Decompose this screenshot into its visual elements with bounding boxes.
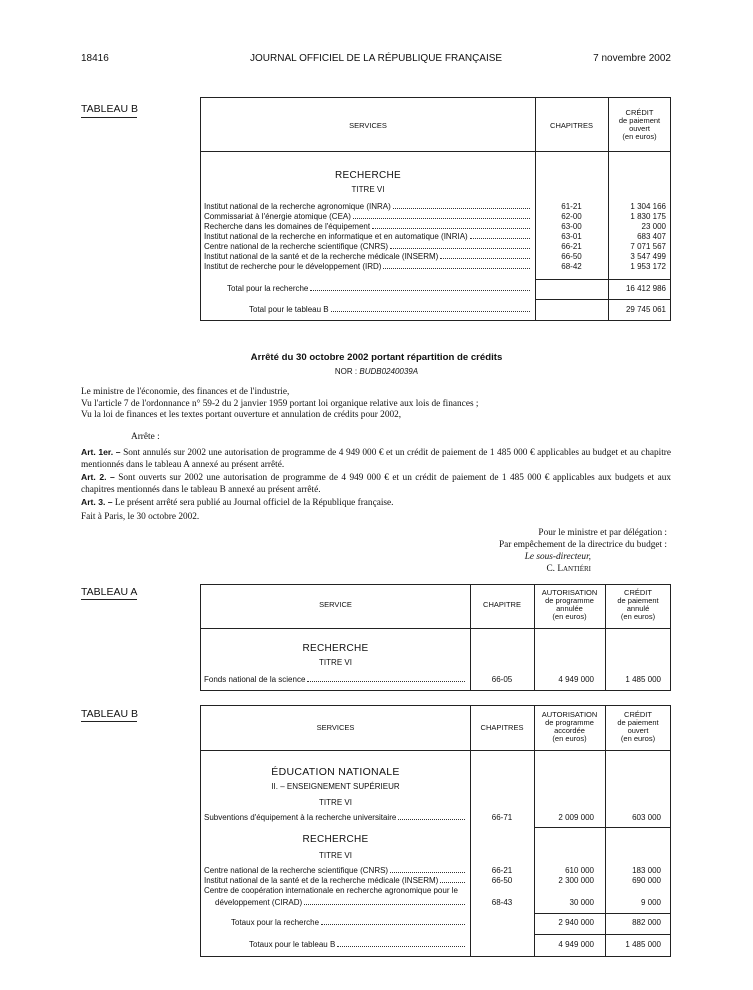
table1: SERVICES CHAPITRES CRÉDIT de paiement ouvert (en euros) RECHERCHE TITRE VI Institut national de la recherche agronomique (INRA) 61-21 1 304 166 Commissariat à l'énergie atomique (CEA) 62-00 1 830 175 Recherche dans les domaines de l'équipement 63-00 23 000 Institut national de la recherche en informatique et en automatique (INRIA) 63-01 683 407 Centre national de la recherche scientifique (CNRS) 66-21 7 071 567 Institut national de la santé et de la recherche médicale (INSERM) 66-50 3 547 499 Institut de recherche pour le développement (IRD) 68-42 1 953 172 Total pour la recherche 16 412 986 Total pour le tableau B 29 745 061 <box>200 97 671 321</box>
table3-col-services: SERVICES <box>316 723 355 732</box>
table1-col-services: SERVICES <box>349 121 387 130</box>
table2-col-credit: CRÉDIT de paiement annulé (en euros) <box>617 588 659 621</box>
page-date: 7 novembre 2002 <box>593 53 671 64</box>
table2-col-service: SERVICE <box>319 600 352 609</box>
table3-titre1: TITRE VI <box>319 798 352 807</box>
article-3: Art. 3. – Le présent arrêté sera publié au Journal officiel de la République française. <box>81 497 394 508</box>
article-1: Art. 1er. – Sont annulés sur 2002 une autorisation de programme de 4 949 000 € et un crédit de paiement de 1 485 000 € applicables au budget et au chapitre mentionnés dans le tableau A annexé au présent arrêté. <box>81 447 671 470</box>
table1-total-recherche: Total pour la recherche <box>227 284 532 294</box>
table1-titre: TITRE VI <box>351 185 385 194</box>
table2-label: TABLEAU A <box>81 586 138 598</box>
table1-col-chapitres: CHAPITRES <box>550 121 593 130</box>
table3-section2-title: RECHERCHE <box>302 834 369 845</box>
table1-row: Commissariat à l'énergie atomique (CEA) <box>204 212 532 222</box>
table3-col-autorisation: AUTORISATION de programme accordée (en euros) <box>541 710 598 743</box>
table2-col-autorisation: AUTORISATION de programme annulée (en euros) <box>541 588 598 621</box>
table1-row: Recherche dans les domaines de l'équipement <box>204 222 532 232</box>
table1-label: TABLEAU B <box>81 103 138 115</box>
table3-row: Centre national de la recherche scientifique (CNRS) <box>204 866 467 876</box>
journal-title: JOURNAL OFFICIEL DE LA RÉPUBLIQUE FRANÇAISE <box>250 53 503 64</box>
table3-col-chapitres: CHAPITRES <box>480 723 524 732</box>
arrete-nor: NOR : BUDB0240039A <box>334 367 419 376</box>
table2-row: Fonds national de la science <box>204 675 467 685</box>
page-number: 18416 <box>81 53 109 64</box>
table2-section-title: RECHERCHE <box>302 643 369 654</box>
signature-name: C. Lantiéri <box>546 564 591 574</box>
arrete-word: Arrête : <box>131 432 160 442</box>
table3-totaux-recherche: Totaux pour la recherche <box>231 918 467 928</box>
table1-row: Centre national de la recherche scientifique (CNRS) <box>204 242 532 252</box>
table3-label: TABLEAU B <box>81 708 138 720</box>
table2-col-chapitre: CHAPITRE <box>483 600 521 609</box>
table3-row: développement (CIRAD) <box>215 898 467 908</box>
arrete-fait: Fait à Paris, le 30 octobre 2002. <box>81 512 200 522</box>
table3-section1-title: ÉDUCATION NATIONALE <box>271 766 400 778</box>
table3: SERVICES CHAPITRES AUTORISATION de programme accordée (en euros) CRÉDIT de paiement ouvert (en euros) ÉDUCATION NATIONALE II. – ENSEIGNEMENT SUPÉRIEUR TITRE VI Subventions d'équipement à la recherche universitaire 66-71 2 009 000 603 000 RECHERCHE TITRE VI Centre national de la recherche scientifique (CNRS) 66-21 610 000 183 000 Institut national de la santé et de la recherche médicale (INSERM) 66-50 2 300 000 690 000 Centre de coopération internationale en recherche agronomique pour le développement (CIRAD) 68-43 30 000 9 000 Totaux pour la recherche 2 940 000 882 000 Totaux pour le tableau B 4 949 000 1 485 000 <box>200 705 671 957</box>
table3-row: Subventions d'équipement à la recherche universitaire <box>204 813 467 823</box>
table3-totaux-tableau: Totaux pour le tableau B <box>249 940 467 950</box>
table3-section1-sub: II. – ENSEIGNEMENT SUPÉRIEUR <box>271 782 400 791</box>
table3-row: Institut national de la santé et de la recherche médicale (INSERM) <box>204 876 467 886</box>
table3-label-rule <box>81 721 137 722</box>
table3-col-credit: CRÉDIT de paiement ouvert (en euros) <box>617 710 659 743</box>
article-2: Art. 2. – Sont ouverts sur 2002 une autorisation de programme de 4 949 000 € et un crédit de paiement de 1 485 000 € applicables aux budgets et aux chapitres mentionnés dans le tableau B annexé au présent arrêté. <box>81 472 671 495</box>
table1-label-rule <box>81 117 137 118</box>
table2: SERVICE CHAPITRE AUTORISATION de programme annulée (en euros) CRÉDIT de paiement annulé (en euros) RECHERCHE TITRE VI Fonds national de la science 66-05 4 949 000 1 485 000 <box>200 584 671 691</box>
table3-row-line1: Centre de coopération internationale en recherche agronomique pour le <box>204 886 458 895</box>
table1-col-credit: CRÉDIT de paiement ouvert (en euros) <box>618 108 661 141</box>
table1-row: Institut national de la santé et de la recherche médicale (INSERM) <box>204 252 532 262</box>
table1-row: Institut national de la recherche en informatique et en automatique (INRIA) <box>204 232 532 242</box>
table1-row: Institut de recherche pour le développement (IRD) <box>204 262 532 272</box>
table1-row: Institut national de la recherche agronomique (INRA) <box>204 202 532 212</box>
table1-total-tableau: Total pour le tableau B <box>249 305 532 315</box>
signature-line-3: Le sous-directeur, <box>524 552 591 562</box>
table1-section-title: RECHERCHE <box>334 170 402 181</box>
table2-titre: TITRE VI <box>319 658 352 667</box>
table3-titre2: TITRE VI <box>319 851 352 860</box>
arrete-title: Arrêté du 30 octobre 2002 portant répartition de crédits <box>250 352 503 363</box>
table2-label-rule <box>81 599 137 600</box>
arrete-intro: Le ministre de l'économie, des finances et de l'industrie, Vu l'article 7 de l'ordonnance n° 59-2 du 2 janvier 1959 portant loi organique relative aux lois de finances ; Vu la loi de finances et les textes portant ouverture et annulation de crédits pour 2002, <box>81 387 479 420</box>
signature-line-2: Par empêchement de la directrice du budget : <box>498 540 667 550</box>
signature-line-1: Pour le ministre et par délégation : <box>538 528 667 538</box>
